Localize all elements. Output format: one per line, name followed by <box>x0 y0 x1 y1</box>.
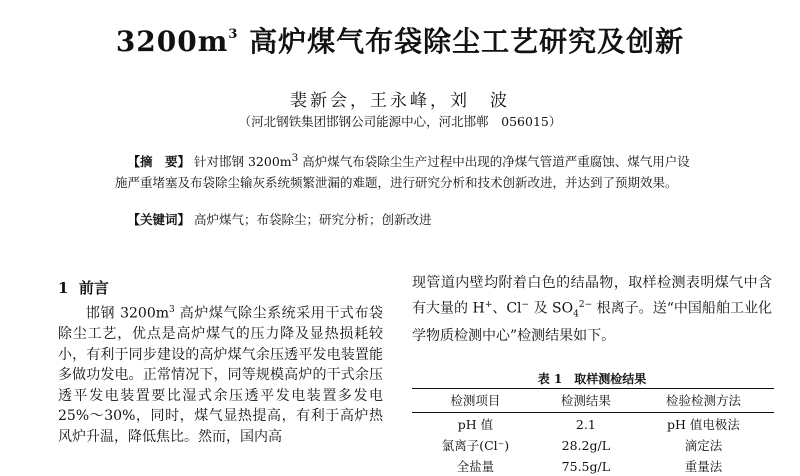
keywords-label: 【关键词】 <box>127 212 191 227</box>
authors: 裴新会，王永峰，刘 波 <box>290 91 510 111</box>
table-cell: 75.5g/L <box>561 458 611 474</box>
table-row <box>412 413 774 435</box>
table-cell: 28.2g/L <box>561 437 611 453</box>
table-row <box>412 455 774 476</box>
body-column-left: 邯钢 $3200m^3$ 高炉煤气除尘系统采用干式布袋除尘工艺，优点是高炉煤气的压力降及显热损耗较小，有利于同步建设的高炉煤气余压透平发电装置能多做功发电。正常情况下，同等规模高炉的干式余压透平发电装置要比湿式余压透平发电装置多发电 25%～30%，同时，煤气显热提高，有利于高炉热风炉升温，降低焦比。然而，国内高 <box>58 305 383 445</box>
paper-title: $3200m^3$ 高炉煤气布袋除尘工艺研究及创新 <box>115 25 685 58</box>
table-cell: pH 值电极法 <box>667 417 740 432</box>
table-header-row <box>412 389 774 413</box>
abstract-label: 【摘 要】 <box>127 154 191 170</box>
table-header-cell: 检测结果 <box>560 393 611 408</box>
keywords-text: 高炉煤气；布袋除尘；研究分析；创新改进 <box>194 212 432 227</box>
table-cell: 重量法 <box>684 459 723 474</box>
table-cell: 全盐量 <box>456 459 495 474</box>
table-cell: 2.1 <box>575 416 596 432</box>
results-table <box>412 388 774 476</box>
abstract: 【摘 要】 针对邯钢 $3200m^3$ 高炉煤气布袋除尘生产过程中出现的净煤气管道严重腐蚀、煤气用户设施严重堵塞及布袋除尘输灰系统频繁泄漏的难题，进行研究分析和技术创新改进，并达到了预期效果。 <box>115 152 690 191</box>
table-header-cell: 检验检测方法 <box>665 393 741 408</box>
table-caption: 表 1 取样测检结果 <box>537 372 647 386</box>
keywords <box>115 210 695 228</box>
table-row <box>412 434 774 455</box>
body-column-right: 现管道内壁均附着白色的结晶物，取样检测表明煤气中含有大量的 H+、Cl− 及 $SO_4^{2-}$ 根离子。送“中国船舶工业化学物质检测中心”检测结果如下。 <box>412 275 772 345</box>
table-cell: 滴定法 <box>684 438 723 453</box>
table-cell: pH 值 <box>457 417 494 432</box>
section-heading: 1 前言 <box>58 279 109 297</box>
table-header-cell: 检测项目 <box>450 393 501 408</box>
affiliation: （河北钢铁集团邯钢公司能源中心，河北邯郸 056015） <box>238 114 562 129</box>
table-cell: 氯离子(Cl⁻) <box>441 438 510 453</box>
